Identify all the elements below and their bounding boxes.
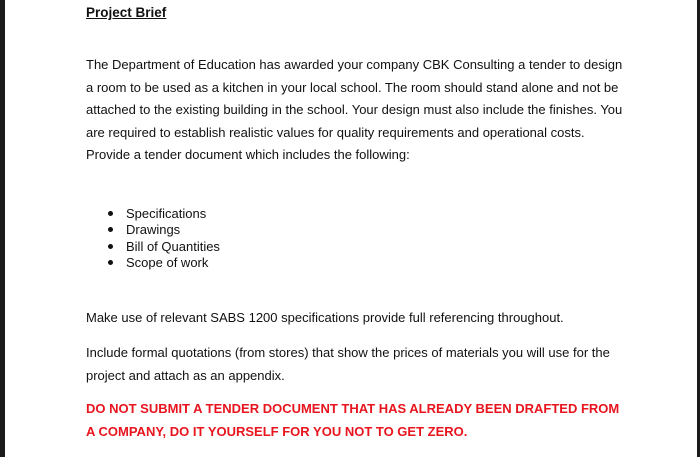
list-item — [107, 239, 220, 255]
bullet-icon — [108, 211, 113, 216]
intro-paragraph: The Department of Education has awarded your company CBK Consulting a tender to design a room to be used as a kitchen in your local school. The room should stand alone and not be attached to the existing building in the school. Your design must also include the finishes. You are required to establish realistic values for quality requirements and operational costs. Provide a tender document which includes the following: — [86, 57, 623, 163]
list-item — [107, 222, 220, 238]
specifications-note: Make use of relevant SABS 1200 specifications provide full referencing throughout. — [86, 310, 564, 325]
page-title: Project Brief — [86, 5, 167, 20]
list-item-label: Drawings — [126, 222, 181, 238]
warning-notice: DO NOT SUBMIT A TENDER DOCUMENT THAT HAS ALREADY BEEN DRAFTED FROM A COMPANY, DO IT YOURSELF FOR YOU NOT TO GET ZERO. — [86, 401, 620, 439]
deliverables-list — [107, 206, 220, 271]
list-item-label: Specifications — [126, 206, 207, 221]
bullet-icon — [108, 260, 113, 265]
left-page-edge — [0, 0, 5, 457]
quotations-note: Include formal quotations (from stores) that show the prices of materials you will use for the project and attach as an appendix. — [86, 345, 610, 383]
list-item-label: Scope of work — [126, 254, 209, 270]
bullet-icon — [108, 227, 113, 232]
list-item — [107, 206, 220, 222]
bullet-icon — [108, 244, 113, 249]
list-item — [107, 255, 220, 271]
list-item-label: Bill of Quantities — [126, 238, 220, 254]
